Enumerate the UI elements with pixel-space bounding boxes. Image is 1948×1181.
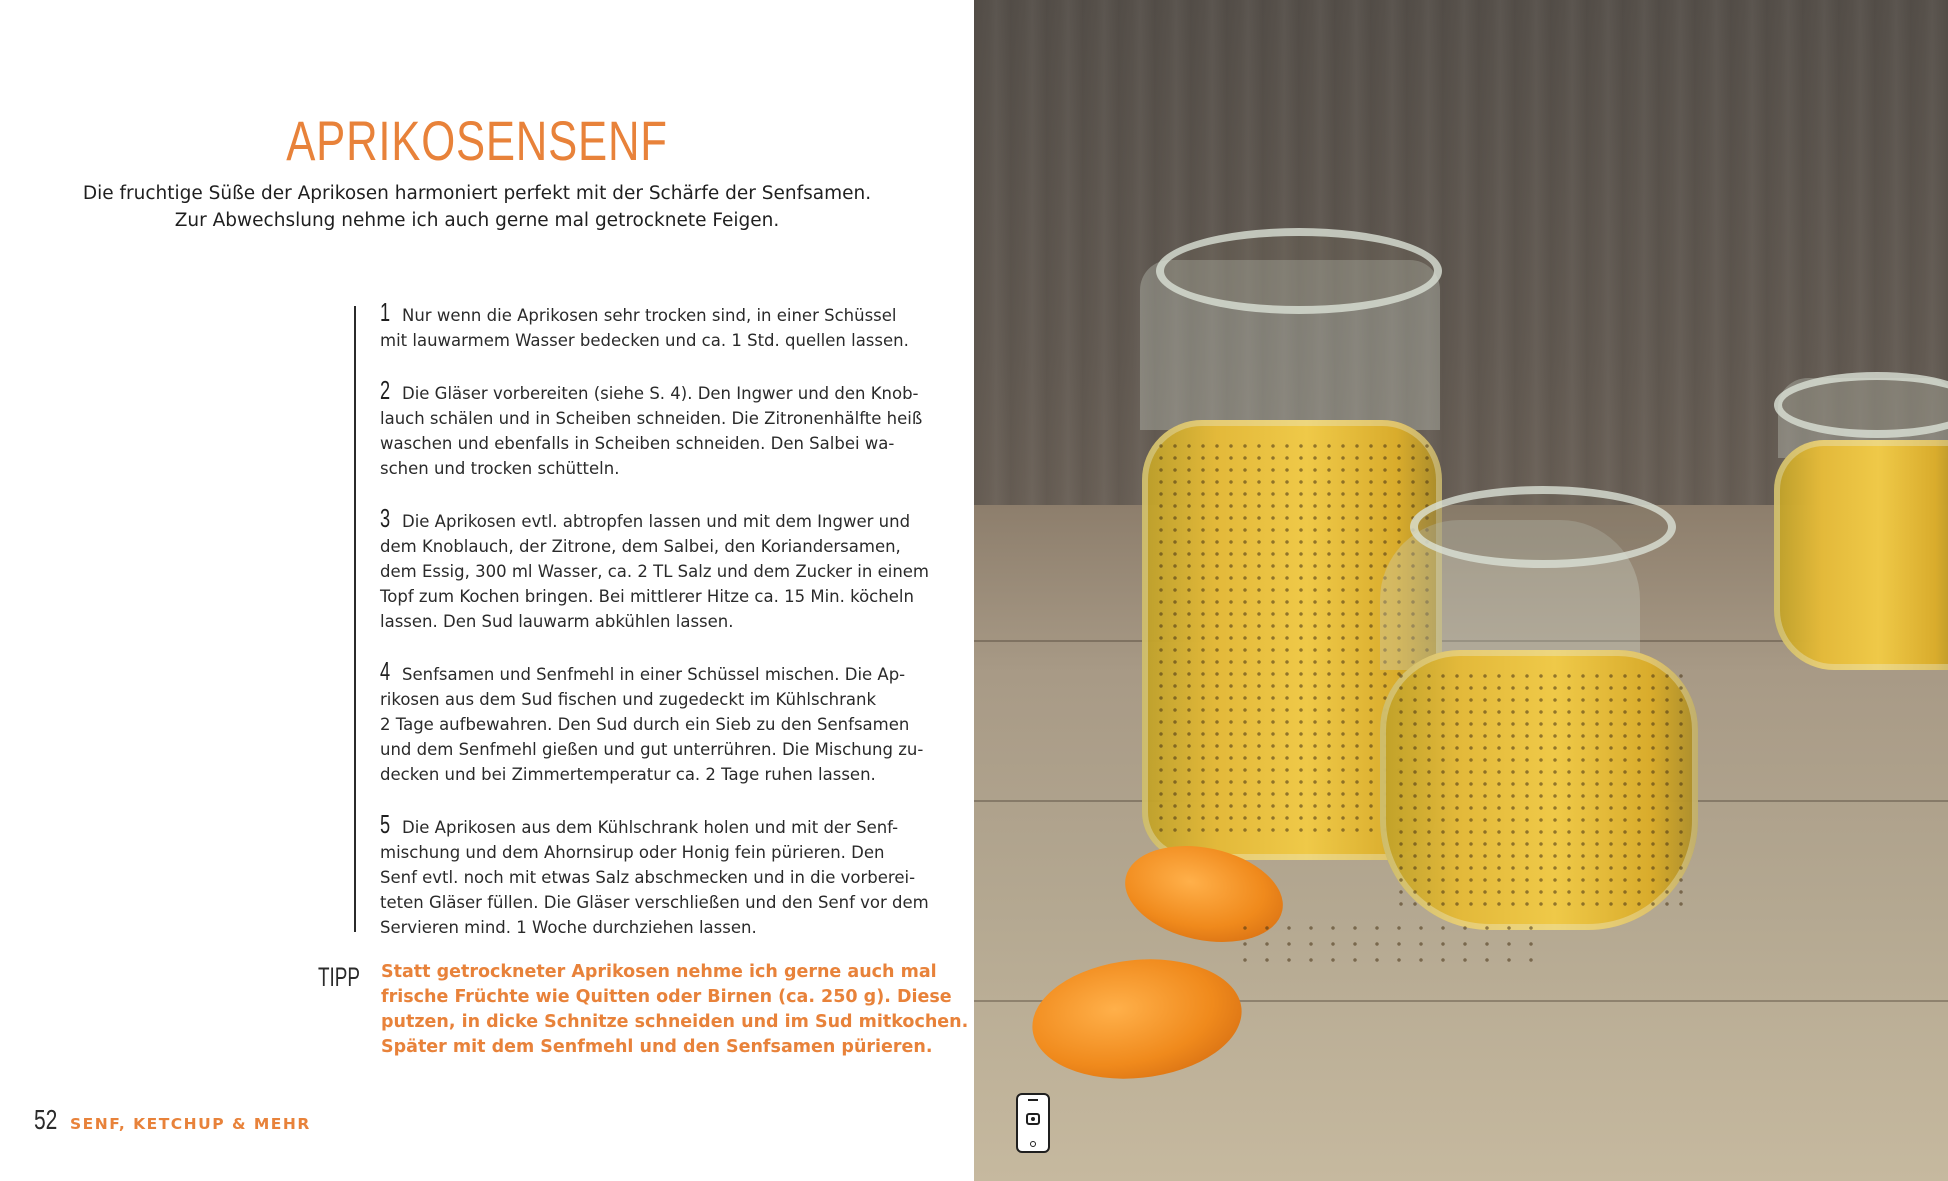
step-line: mit lauwarmem Wasser bedecken und ca. 1 Std. quellen lassen. bbox=[380, 331, 909, 350]
step-number: 5 bbox=[380, 809, 391, 839]
step-4 bbox=[380, 656, 924, 787]
step-line: Servieren mind. 1 Woche durchziehen lassen. bbox=[380, 918, 757, 937]
step-line: Senfsamen und Senfmehl in einer Schüssel mischen. Die Ap- bbox=[402, 665, 906, 684]
step-line: teten Gläser füllen. Die Gläser verschließen und den Senf vor dem bbox=[380, 893, 929, 912]
step-number: 3 bbox=[380, 503, 391, 533]
column-divider bbox=[354, 306, 356, 932]
step-line: decken und bei Zimmertemperatur ca. 2 Tage ruhen lassen. bbox=[380, 765, 876, 784]
mustard-jar-back bbox=[1774, 440, 1948, 670]
step-line: Senf evtl. noch mit etwas Salz abschmecken und in die vorberei- bbox=[380, 868, 916, 887]
camera-lens-icon bbox=[1026, 1113, 1040, 1125]
intro-line: Die fruchtige Süße der Aprikosen harmoniert perfekt mit der Schärfe der Senfsamen. bbox=[82, 183, 872, 204]
step-line: lauch schälen und in Scheiben schneiden. Die Zitronenhälfte heiß bbox=[380, 409, 923, 428]
tipp-text bbox=[381, 960, 969, 1060]
recipe-photo bbox=[974, 0, 1948, 1181]
jar-rim bbox=[1156, 228, 1442, 314]
intro-line: Zur Abwechslung nehme ich auch gerne mal getrocknete Feigen. bbox=[174, 210, 780, 231]
step-line: 2 Tage aufbewahren. Den Sud durch ein Sieb zu den Senfsamen bbox=[380, 715, 910, 734]
tipp-line: Statt getrockneter Aprikosen nehme ich gerne auch mal bbox=[381, 962, 937, 982]
camera-phone-icon bbox=[1016, 1093, 1050, 1153]
step-line: Topf zum Kochen bringen. Bei mittlerer Hitze ca. 15 Min. köcheln bbox=[380, 587, 914, 606]
step-1 bbox=[380, 297, 909, 353]
step-line: dem Essig, 300 ml Wasser, ca. 2 TL Salz und dem Zucker in einem bbox=[380, 562, 930, 581]
step-line: rikosen aus dem Sud fischen und zugedeckt im Kühlschrank bbox=[380, 690, 877, 709]
step-line: Die Gläser vorbereiten (siehe S. 4). Den Ingwer und den Knob- bbox=[402, 384, 919, 403]
step-5 bbox=[380, 809, 929, 940]
jar-rim bbox=[1410, 486, 1676, 568]
tipp-line: Später mit dem Senfmehl und den Senfsamen pürieren. bbox=[381, 1037, 933, 1057]
step-line: waschen und ebenfalls in Scheiben schneiden. Den Salbei wa- bbox=[380, 434, 895, 453]
step-3 bbox=[380, 503, 930, 634]
tipp-line: frische Früchte wie Quitten oder Birnen (ca. 250 g). Diese bbox=[381, 987, 952, 1007]
phone-home-button bbox=[1030, 1141, 1036, 1147]
step-2 bbox=[380, 375, 923, 481]
tipp-line: putzen, in dicke Schnitze schneiden und im Sud mitkochen. bbox=[381, 1012, 969, 1032]
step-line: lassen. Den Sud lauwarm abkühlen lassen. bbox=[380, 612, 734, 631]
page-number: 52 bbox=[34, 1104, 58, 1135]
step-number: 4 bbox=[380, 656, 391, 686]
phone-speaker bbox=[1028, 1099, 1038, 1101]
step-line: schen und trocken schütteln. bbox=[380, 459, 620, 478]
step-line: dem Knoblauch, der Zitrone, dem Salbei, den Koriandersamen, bbox=[380, 537, 901, 556]
step-line: und dem Senfmehl gießen und gut unterrühren. Die Mischung zu- bbox=[380, 740, 924, 759]
mustard-seeds bbox=[1394, 670, 1684, 910]
page-footer bbox=[34, 1104, 311, 1140]
step-line: Die Aprikosen aus dem Kühlschrank holen und mit der Senf- bbox=[402, 818, 899, 837]
recipe-intro bbox=[60, 180, 894, 234]
step-line: Nur wenn die Aprikosen sehr trocken sind, in einer Schüssel bbox=[402, 306, 897, 325]
tipp-label: TIPP bbox=[318, 962, 361, 992]
instruction-steps bbox=[380, 297, 930, 965]
section-title: SENF, KETCHUP & MEHR bbox=[70, 1115, 311, 1133]
scattered-seeds bbox=[1234, 920, 1534, 970]
recipe-title: APRIKOSENSENF bbox=[286, 109, 668, 172]
step-number: 2 bbox=[380, 375, 391, 405]
step-line: mischung und dem Ahornsirup oder Honig fein pürieren. Den bbox=[380, 843, 885, 862]
step-number: 1 bbox=[380, 297, 391, 327]
step-line: Die Aprikosen evtl. abtropfen lassen und mit dem Ingwer und bbox=[402, 512, 911, 531]
